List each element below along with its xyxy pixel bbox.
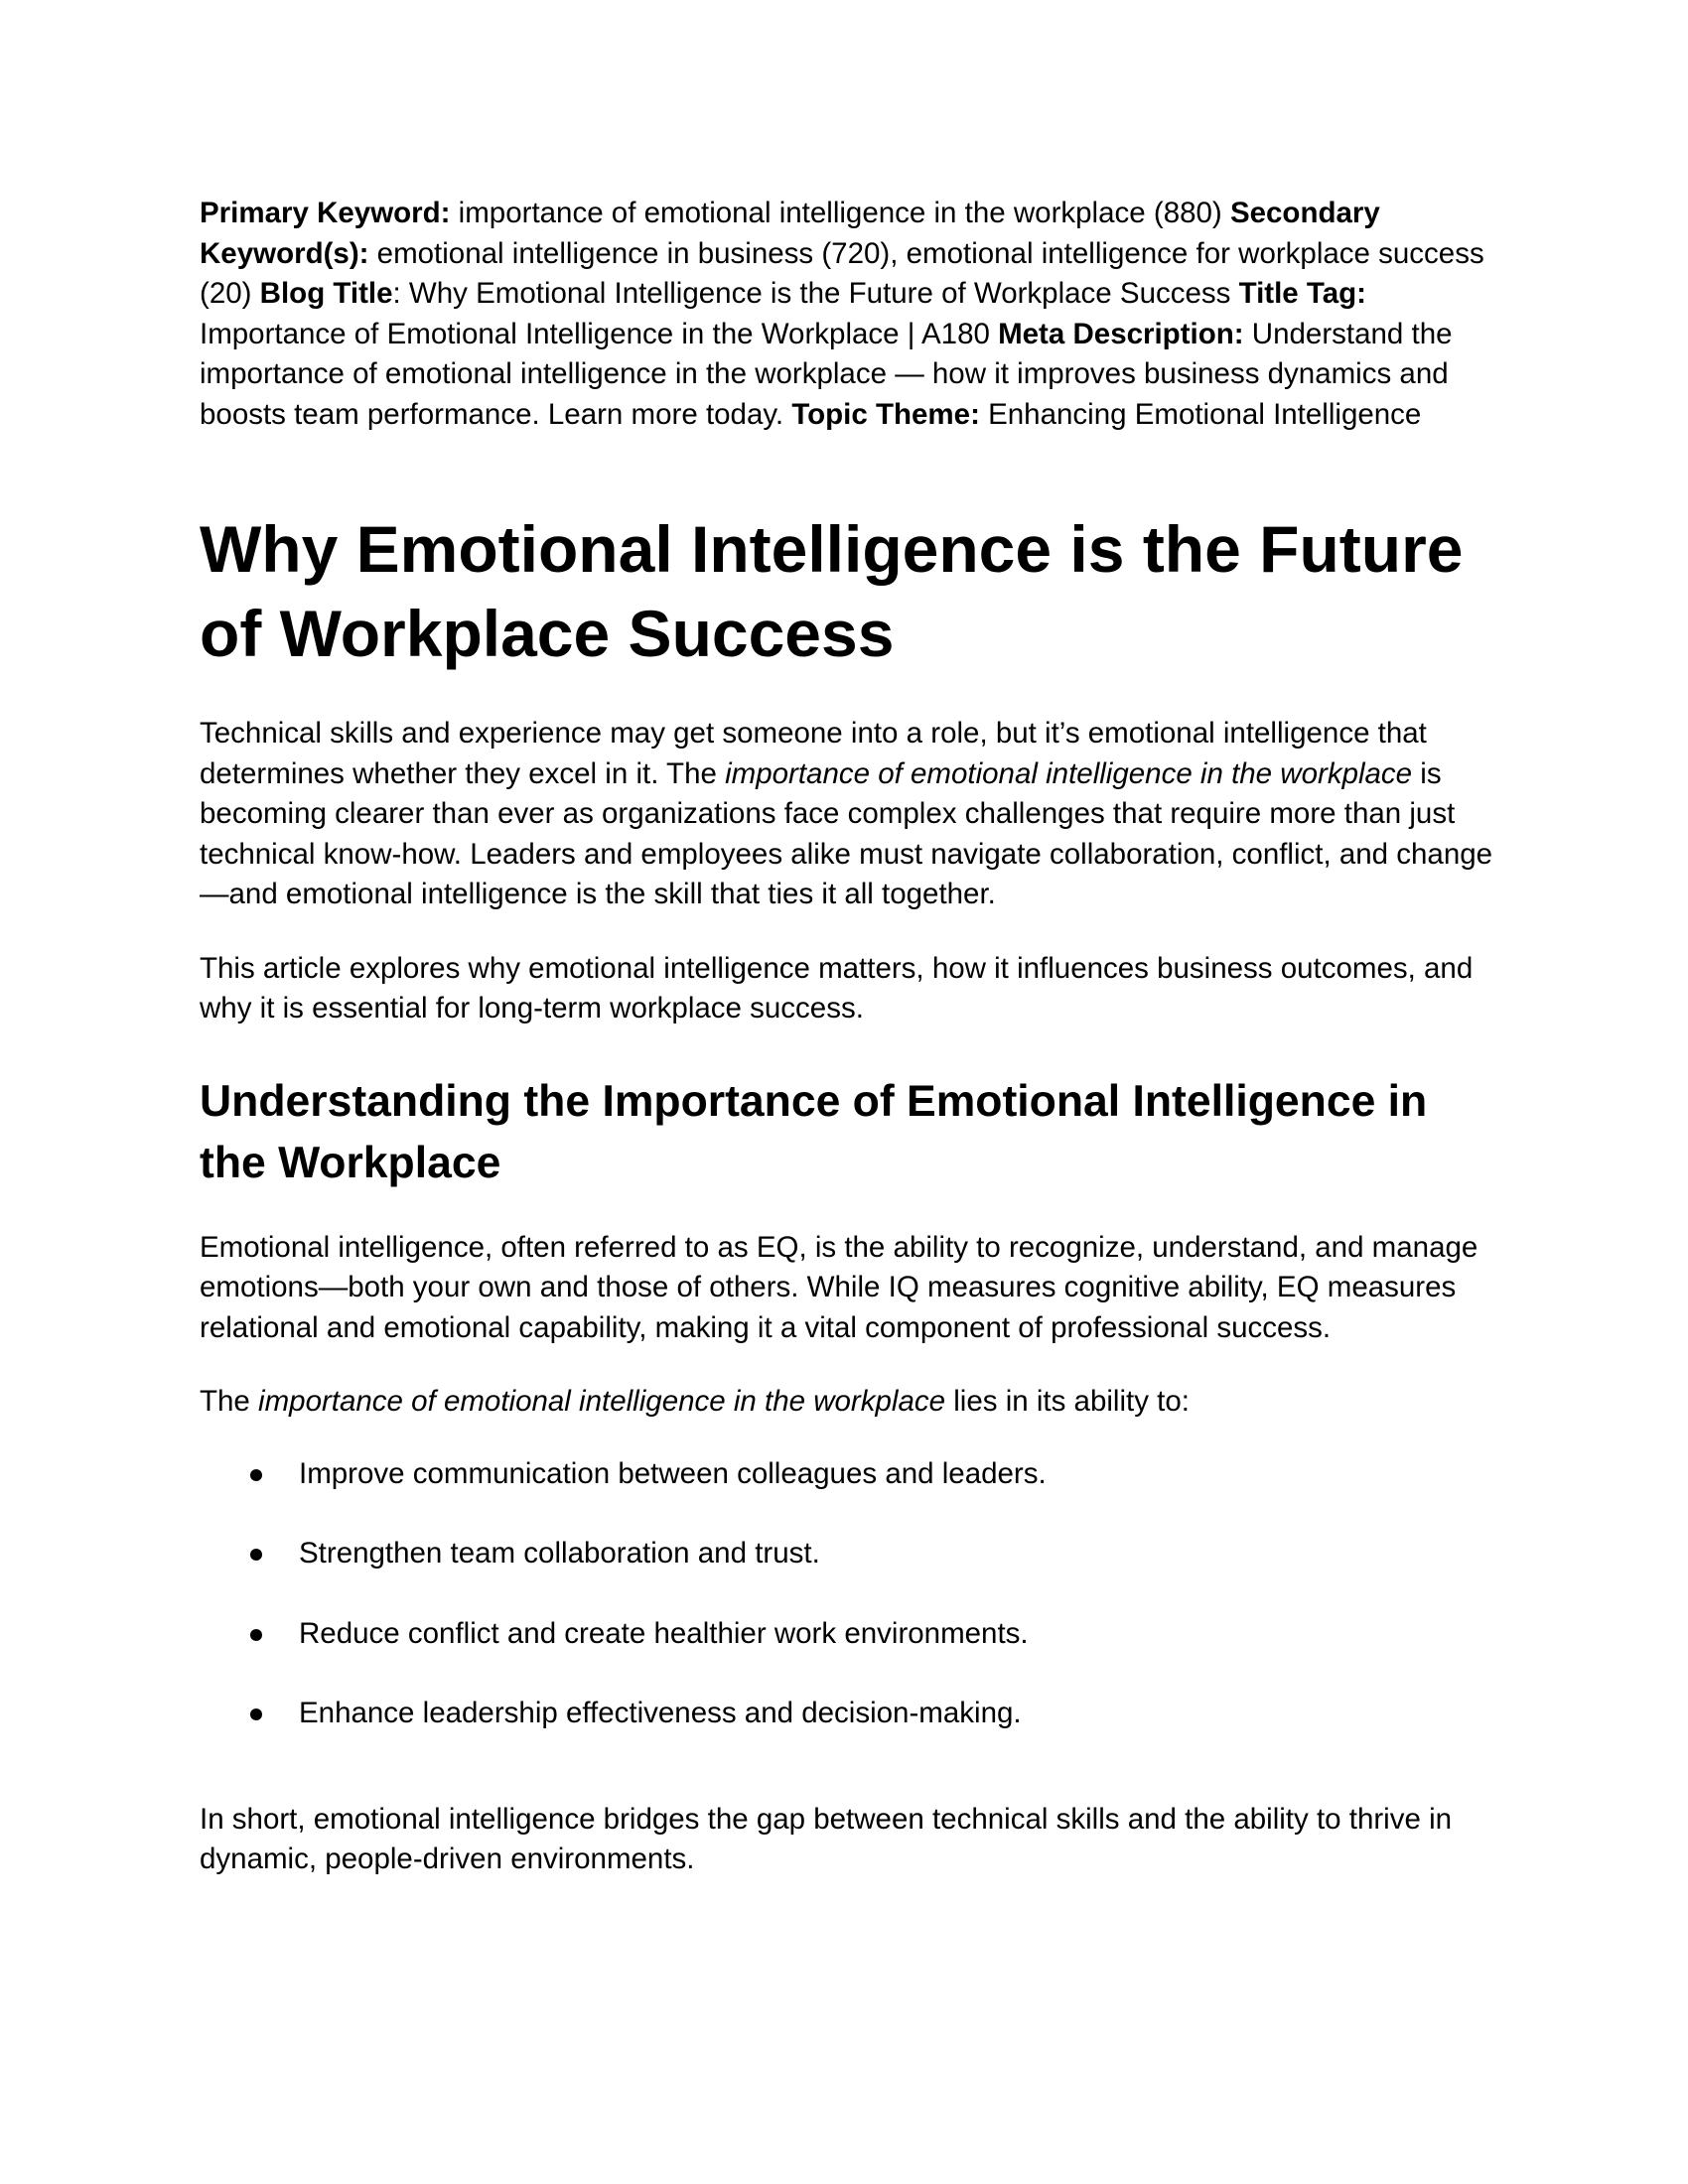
- seo-metadata: [200, 194, 1500, 435]
- section-paragraph-1: Emotional intelligence, often referred to as EQ, is the ability to recognize, understand, and manage emotions—both your own and those of others. While IQ measures cognitive ability, EQ measures relational and emotional capability, making it a vital component of professional success.: [200, 1230, 1478, 1344]
- article-title: Why Emotional Intelligence is the Future of Workplace Success: [200, 512, 1464, 670]
- blog-title-label: Blog Title: [259, 277, 393, 310]
- section-p2-text-before: The: [200, 1385, 259, 1418]
- list-item: [200, 1454, 1500, 1495]
- bullet-icon: [250, 1708, 262, 1720]
- secondary-keywords-label: Secondary Keyword(s):: [200, 197, 1380, 270]
- bullet-icon: [250, 1629, 262, 1641]
- list-item-text: Enhance leadership effectiveness and decision-making.: [299, 1697, 1022, 1729]
- intro-p1-emphasis: importance of emotional intelligence in the workplace: [725, 756, 1413, 790]
- list-item: [200, 1694, 1500, 1734]
- title-tag-value: Importance of Emotional Intelligence in the Workplace | A180: [200, 317, 999, 350]
- topic-theme-label: Topic Theme:: [791, 397, 980, 431]
- primary-keyword-label: Primary Keyword:: [200, 197, 451, 229]
- meta-description-label: Meta Description:: [998, 317, 1244, 350]
- section-paragraph-2: [200, 1382, 1500, 1423]
- section-heading: Understanding the Importance of Emotional Intelligence in the Workplace: [200, 1076, 1428, 1187]
- list-item-text: Strengthen team collaboration and trust.: [299, 1537, 820, 1570]
- list-item: [200, 1534, 1500, 1574]
- intro-p1-text-after: is becoming clearer than ever as organizations face complex challenges that require more than just technical know-how. Leaders and employees alike must navigate collaboration, conflict, and change—and emotional intelligence is the skill that ties it all together.: [200, 756, 1493, 910]
- meta-description-value: Understand the importance of emotional intelligence in the workplace — how it improves business dynamics and boosts team performance. Learn more today.: [200, 317, 1453, 431]
- primary-keyword-value: importance of emotional intelligence in the workplace (880): [450, 197, 1230, 229]
- benefits-list: [200, 1454, 1500, 1734]
- intro-paragraph-1: [200, 714, 1500, 915]
- list-item: [200, 1614, 1500, 1655]
- section-p2-text-after: lies in its ability to:: [945, 1385, 1190, 1418]
- blog-title-value: : Why Emotional Intelligence is the Future of Workplace Success: [392, 277, 1239, 310]
- intro-paragraph-2: This article explores why emotional intelligence matters, how it influences business outcomes, and why it is essential for long-term workplace success.: [200, 951, 1474, 1024]
- list-item-text: Improve communication between colleagues and leaders.: [299, 1456, 1047, 1490]
- section-p2-emphasis: importance of emotional intelligence in the workplace: [258, 1385, 946, 1418]
- closing-paragraph: In short, emotional intelligence bridges the gap between technical skills and the ability to thrive in dynamic, people-driven environments.: [200, 1802, 1453, 1875]
- intro-p1-text-before: Technical skills and experience may get someone into a role, but it’s emotional intelligence that determines whether they excel in it. The: [200, 717, 1427, 790]
- document-page: [200, 194, 1500, 1880]
- topic-theme-value: Enhancing Emotional Intelligence: [979, 397, 1422, 431]
- secondary-keywords-value: emotional intelligence in business (720), emotional intelligence for workplace success (20): [200, 236, 1484, 310]
- title-tag-label: Title Tag:: [1238, 277, 1366, 310]
- list-item-text: Reduce conflict and create healthier work environments.: [299, 1616, 1029, 1650]
- bullet-icon: [250, 1469, 262, 1481]
- bullet-icon: [250, 1549, 262, 1561]
